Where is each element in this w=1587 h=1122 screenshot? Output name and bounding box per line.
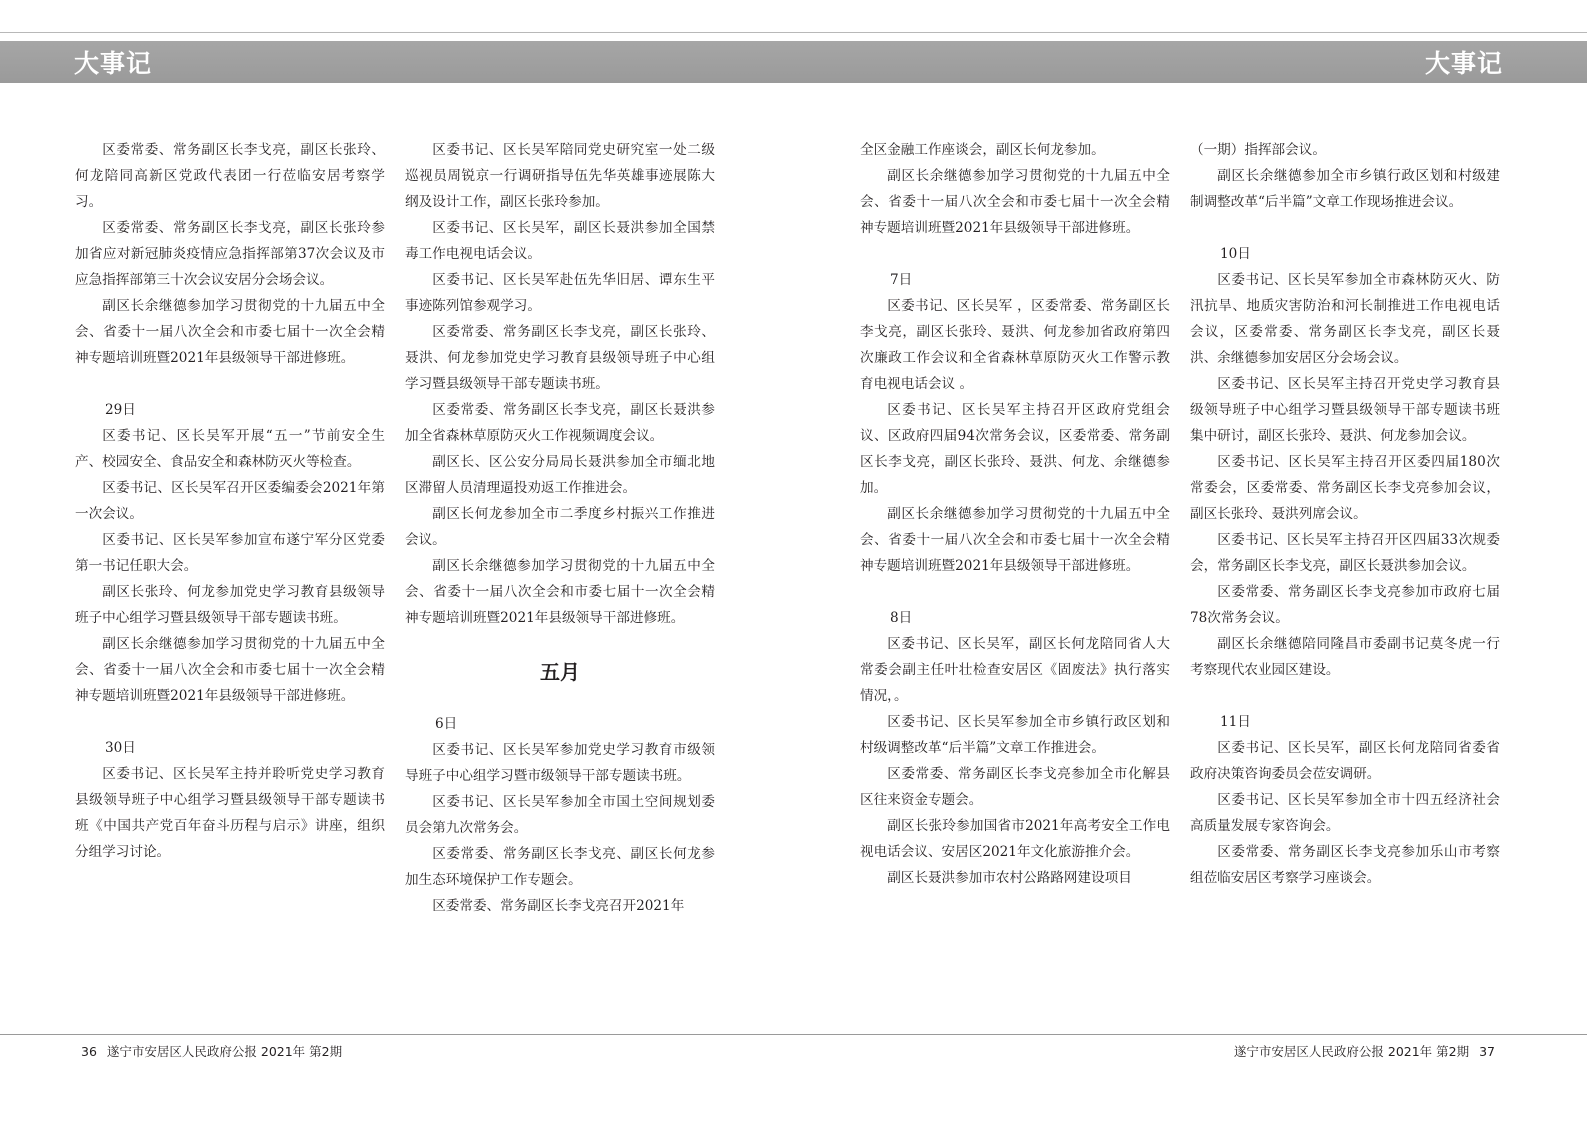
news-paragraph: 区委书记、区长吴军参加宣布遂宁军分区党委第一书记任职大会。 bbox=[75, 532, 385, 574]
date-heading: 11日 bbox=[1220, 714, 1251, 730]
continued-paragraph: （一期）指挥部会议。 bbox=[1190, 142, 1326, 158]
news-paragraph: 副区长余继德参加学习贯彻党的十九届五中全会、省委十一届八次全会和市委七届十一次全会精神专题培训班暨2021年县级领导干部进修班。 bbox=[860, 506, 1170, 574]
news-paragraph: 副区长余继德参加学习贯彻党的十九届五中全会、省委十一届八次全会和市委七届十一次全会精神专题培训班暨2021年县级领导干部进修班。 bbox=[405, 558, 715, 626]
month-heading: 五月 bbox=[540, 660, 580, 684]
news-paragraph: 区委常委、常务副区长李戈亮参加乐山市考察组莅临安居区考察学习座谈会。 bbox=[1190, 844, 1500, 886]
news-paragraph: 区委常委、常务副区长李戈亮，副区长张玲、聂洪、何龙参加党史学习教育县级领导班子中心组学习暨县级领导干部专题读书班。 bbox=[405, 324, 715, 392]
paragraph-spacer bbox=[1190, 215, 1500, 241]
news-paragraph: 区委书记、区长吴军参加党史学习教育市级领导班子中心组学习暨市级领导干部专题读书班。 bbox=[405, 742, 715, 784]
news-paragraph: 区委常委、常务副区长李戈亮，副区长张玲、何龙陪同高新区党政代表团一行莅临安居考察学习。 bbox=[75, 142, 385, 210]
news-paragraph: 区委书记、区长吴军，副区长何龙陪同省委省政府决策咨询委员会莅安调研。 bbox=[1190, 740, 1500, 782]
section-title-left: 大事记 bbox=[74, 49, 153, 78]
news-paragraph: 副区长余继德参加全市乡镇行政区划和村级建制调整改革“后半篇”文章工作现场推进会议。 bbox=[1190, 168, 1500, 210]
page-number-right: 37 bbox=[1479, 1044, 1495, 1059]
news-paragraph: 区委书记、区长吴军 ，区委常委、常务副区长李戈亮，副区长张玲、聂洪、何龙参加省政府第四次廉政工作会议和全省森林草原防灭火工作警示教育电视电话会议 。 bbox=[860, 298, 1170, 392]
news-paragraph: 区委书记、区长吴军，副区长何龙陪同省人大常委会副主任叶壮检查安居区《固废法》执行落实情况，。 bbox=[860, 636, 1170, 704]
date-heading: 30日 bbox=[105, 740, 136, 756]
date-heading: 8日 bbox=[890, 610, 913, 626]
news-paragraph: 区委常委、常务副区长李戈亮参加全市化解县区往来资金专题会。 bbox=[860, 766, 1170, 808]
news-paragraph: 区委常委、常务副区长李戈亮、副区长何龙参加生态环境保护工作专题会。 bbox=[405, 846, 715, 888]
news-paragraph: 区委书记、区长吴军参加全市森林防灭火、防汛抗旱、地质灾害防治和河长制推进工作电视电话会议，区委常委、常务副区长李戈亮，副区长聂洪、余继德参加安居区分会场会议。 bbox=[1190, 272, 1500, 366]
date-heading: 6日 bbox=[435, 716, 458, 732]
news-paragraph: 副区长余继德参加学习贯彻党的十九届五中全会、省委十一届八次全会和市委七届十一次全会精神专题培训班暨2021年县级领导干部进修班。 bbox=[860, 168, 1170, 236]
news-paragraph: 区委书记、区长吴军主持召开区政府党组会议、区政府四届94次常务会议，区委常委、常务副区长李戈亮，副区长张玲、聂洪、何龙、余继德参加。 bbox=[860, 402, 1170, 496]
page-number-left: 36 bbox=[81, 1044, 97, 1059]
news-paragraph: 区委书记、区长吴军陪同党史研究室一处二级巡视员周锐京一行调研指导伍先华英雄事迹展陈大纲及设计工作，副区长张玲参加。 bbox=[405, 142, 715, 210]
paragraph-spacer bbox=[860, 579, 1170, 605]
date-heading: 10日 bbox=[1220, 246, 1251, 262]
news-paragraph: 副区长聂洪参加市农村公路路网建设项目 bbox=[887, 870, 1132, 886]
paragraph-spacer bbox=[1190, 683, 1500, 709]
text-column-1 bbox=[75, 137, 385, 865]
section-title-right: 大事记 bbox=[1424, 49, 1503, 78]
news-paragraph: 区委常委、常务副区长李戈亮召开2021年 bbox=[432, 898, 685, 914]
news-paragraph: 区委书记、区长吴军赴伍先华旧居、谭东生平事迹陈列馆参观学习。 bbox=[405, 272, 715, 314]
news-paragraph: 区委书记、区长吴军参加全市十四五经济社会高质量发展专家咨询会。 bbox=[1190, 792, 1500, 834]
publication-title-right: 遂宁市安居区人民政府公报 2021年 第2期 bbox=[1233, 1044, 1470, 1059]
footer-right bbox=[1234, 1042, 1501, 1060]
news-paragraph: 区委书记、区长吴军主持召开区委四届180次常委会，区委常委、常务副区长李戈亮参加会议，副区长张玲、聂洪列席会议。 bbox=[1190, 454, 1500, 522]
news-paragraph: 副区长、区公安分局局长聂洪参加全市缅北地区滞留人员清理逼投劝返工作推进会。 bbox=[405, 454, 715, 496]
news-paragraph: 区委常委、常务副区长李戈亮，副区长张玲参加省应对新冠肺炎疫情应急指挥部第37次会议及市应急指挥部第三十次会议安居分会场会议。 bbox=[75, 220, 385, 288]
news-paragraph: 区委书记、区长吴军参加全市国土空间规划委员会第九次常务会。 bbox=[405, 794, 715, 836]
news-paragraph: 区委书记、区长吴军开展“五一”节前安全生产、校园安全、食品安全和森林防灭火等检查。 bbox=[75, 428, 385, 470]
news-paragraph: 区委书记、区长吴军主持召开党史学习教育县级领导班子中心组学习暨县级领导干部专题读书班集中研讨，副区长张玲、聂洪、何龙参加会议。 bbox=[1190, 376, 1500, 444]
news-paragraph: 副区长余继德参加学习贯彻党的十九届五中全会、省委十一届八次全会和市委七届十一次全会精神专题培训班暨2021年县级领导干部进修班。 bbox=[75, 636, 385, 704]
news-paragraph: 区委书记、区长吴军参加全市乡镇行政区划和村级调整改革“后半篇”文章工作推进会。 bbox=[860, 714, 1170, 756]
date-heading: 29日 bbox=[105, 402, 136, 418]
news-paragraph: 区委书记、区长吴军，副区长聂洪参加全国禁毒工作电视电话会议。 bbox=[405, 220, 715, 262]
header-band bbox=[0, 41, 1587, 83]
news-paragraph: 副区长余继德陪同隆昌市委副书记莫冬虎一行考察现代农业园区建设。 bbox=[1190, 636, 1500, 678]
footer-left bbox=[75, 1042, 342, 1060]
text-column-2 bbox=[405, 137, 715, 919]
news-paragraph: 区委书记、区长吴军主持并聆听党史学习教育县级领导班子中心组学习暨县级领导干部专题读书班《中国共产党百年奋斗历程与启示》讲座，组织分组学习讨论。 bbox=[75, 766, 385, 860]
news-paragraph: 区委书记、区长吴军主持召开区四届33次规委会，常务副区长李戈亮，副区长聂洪参加会议。 bbox=[1190, 532, 1500, 574]
news-paragraph: 副区长余继德参加学习贯彻党的十九届五中全会、省委十一届八次全会和市委七届十一次全会精神专题培训班暨2021年县级领导干部进修班。 bbox=[75, 298, 385, 366]
text-column-4 bbox=[1190, 137, 1500, 891]
paragraph-spacer bbox=[860, 241, 1170, 267]
paragraph-spacer bbox=[75, 371, 385, 397]
news-paragraph: 副区长张玲、何龙参加党史学习教育县级领导班子中心组学习暨县级领导干部专题读书班。 bbox=[75, 584, 385, 626]
continued-paragraph: 全区金融工作座谈会，副区长何龙参加。 bbox=[860, 142, 1105, 158]
date-heading: 7日 bbox=[890, 272, 913, 288]
publication-title-left: 遂宁市安居区人民政府公报 2021年 第2期 bbox=[106, 1044, 343, 1059]
paragraph-spacer bbox=[75, 709, 385, 735]
news-paragraph: 副区长张玲参加国省市2021年高考安全工作电视电话会议、安居区2021年文化旅游推介会。 bbox=[860, 818, 1170, 860]
top-rule bbox=[0, 32, 1587, 33]
bottom-rule bbox=[0, 1034, 1587, 1035]
news-paragraph: 副区长何龙参加全市二季度乡村振兴工作推进会议。 bbox=[405, 506, 715, 548]
news-paragraph: 区委常委、常务副区长李戈亮参加市政府七届78次常务会议。 bbox=[1190, 584, 1500, 626]
news-paragraph: 区委书记、区长吴军召开区委编委会2021年第一次会议。 bbox=[75, 480, 385, 522]
news-paragraph: 区委常委、常务副区长李戈亮，副区长聂洪参加全省森林草原防灭火工作视频调度会议。 bbox=[405, 402, 715, 444]
text-column-3 bbox=[860, 137, 1170, 891]
